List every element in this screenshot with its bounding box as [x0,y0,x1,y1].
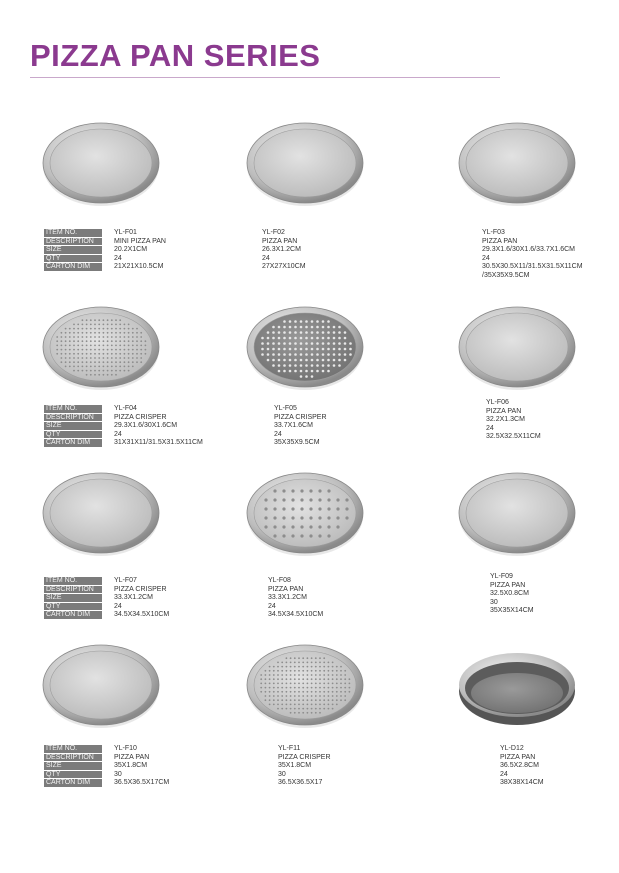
pizza-pan-image [36,302,166,392]
spec-size: 36.5X2.8CM [500,762,539,770]
spec-carton-dim: 36.5X36.5X17 [278,779,323,787]
spec-carton-dim: 31X31X11/31.5X31.5X11CM [114,439,203,447]
spec-description: PIZZA CRISPER [114,585,167,593]
spec-description: PIZZA CRISPER [278,753,331,761]
spec-carton-dim: 34.5X34.5X10CM [268,611,324,619]
spec-label: DESCRIPTION [44,754,102,763]
spec-carton-dim: 38X38X14CM [500,779,544,787]
spec-label: ITEM NO. [44,229,102,238]
spec-description: MINI PIZZA PAN [114,237,166,245]
spec-size: 33.7X1.6CM [274,422,313,430]
spec-label: ITEM NO. [44,405,102,414]
spec-description: PIZZA PAN [482,237,518,245]
spec-values [500,745,544,788]
spec-carton-dim: 35X35X9.5CM [274,439,320,447]
spec-qty: 30 [114,770,122,778]
spec-description: PIZZA PAN [490,581,526,589]
spec-values [262,229,306,272]
spec-carton-dim: 21X21X10.5CM [114,263,164,271]
spec-item-no: YL-D12 [500,745,524,752]
pizza-pan-image [452,640,582,730]
spec-values [278,745,331,788]
spec-qty: 24 [274,430,282,438]
spec-label: QTY [44,771,102,780]
spec-qty: 24 [114,602,122,610]
spec-size: 26.3X1.2CM [262,246,301,254]
spec-size: 20.2X1CM [114,246,148,254]
spec-label: ITEM NO. [44,745,102,754]
spec-description: PIZZA PAN [486,407,522,415]
pizza-pan-image [36,640,166,730]
pizza-pan-image [240,302,370,392]
spec-description: PIZZA PAN [268,585,304,593]
spec-carton-dim: 27X27X10CM [262,263,306,271]
title-divider [30,77,500,78]
spec-qty: 24 [268,602,276,610]
spec-labels [44,745,102,788]
spec-item-no: YL-F08 [268,577,291,584]
spec-item-no: YL-F05 [274,405,297,412]
spec-label: DESCRIPTION [44,414,102,423]
spec-description: PIZZA CRISPER [274,413,327,421]
spec-carton-dim: 34.5X34.5X10CM [114,611,170,619]
spec-label: CARTON DIM [44,779,102,788]
spec-table [262,229,462,289]
pizza-pan-image [240,118,370,208]
spec-label: QTY [44,255,102,264]
spec-carton-dim: 32.5X32.5X11CM [486,433,541,441]
spec-carton-dim: 35X35X14CM [490,607,534,615]
spec-labels [44,229,102,272]
spec-item-no: YL-F07 [114,577,137,584]
spec-qty: 24 [500,770,508,778]
spec-values [268,577,323,620]
spec-description: PIZZA CRISPER [114,413,167,421]
spec-values [114,745,169,788]
spec-size: 29.3X1.6/30X1.6/33.7X1.6CM [482,246,576,254]
spec-carton-dim: 36.5X36.5X17CM [114,779,170,787]
spec-size: 32.2X1.3CM [486,416,525,424]
spec-qty: 30 [278,770,286,778]
spec-values [274,405,327,448]
spec-labels [44,405,102,448]
spec-qty: 24 [486,424,494,432]
page-title: PIZZA PAN SERIES [30,38,321,73]
spec-table [268,577,468,637]
spec-label: ITEM NO. [44,577,102,586]
spec-labels [44,577,102,620]
pizza-pan-image [452,118,582,208]
spec-item-no: YL-F04 [114,405,137,412]
pizza-pan-image [240,640,370,730]
spec-qty: 30 [490,598,498,606]
spec-item-no: YL-F11 [278,745,301,752]
spec-item-no: YL-F03 [482,229,505,236]
spec-label: DESCRIPTION [44,586,102,595]
spec-label: SIZE [44,594,102,603]
spec-qty: 24 [114,254,122,262]
pizza-pan-image [452,302,582,392]
spec-qty: 24 [262,254,270,262]
spec-values [114,405,203,448]
spec-carton-dim-2: /35X35X9.5CM [482,271,530,279]
spec-label: QTY [44,603,102,612]
spec-item-no: YL-F09 [490,573,513,580]
spec-description: PIZZA PAN [500,753,536,761]
spec-size: 29.3X1.6/30X1.6CM [114,422,178,430]
spec-values [490,573,534,616]
spec-item-no: YL-F01 [114,229,137,236]
spec-label: SIZE [44,422,102,431]
spec-table [44,405,244,465]
spec-values [482,229,583,281]
spec-size: 33.3X1.2CM [114,594,153,602]
spec-description: PIZZA PAN [262,237,298,245]
pizza-pan-image [36,468,166,558]
spec-table [500,745,619,805]
spec-size: 35X1.8CM [278,762,312,770]
spec-table [486,399,619,459]
spec-table [44,229,244,289]
spec-label: SIZE [44,762,102,771]
spec-label: QTY [44,431,102,440]
spec-label: CARTON DIM [44,611,102,620]
pizza-pan-image [240,468,370,558]
spec-label: CARTON DIM [44,439,102,448]
spec-qty: 24 [482,254,490,262]
spec-label: SIZE [44,246,102,255]
spec-size: 33.3X1.2CM [268,594,307,602]
spec-values [114,577,169,620]
pizza-pan-image [36,118,166,208]
spec-table [278,745,478,805]
spec-description: PIZZA PAN [114,753,150,761]
spec-carton-dim: 30.5X30.5X11/31.5X31.5X11CM [482,263,583,271]
spec-table [44,745,244,805]
spec-item-no: YL-F06 [486,399,509,406]
spec-table [274,405,474,465]
pizza-pan-image [452,468,582,558]
spec-size: 35X1.8CM [114,762,148,770]
spec-table [44,577,244,637]
spec-table [490,573,619,633]
spec-values [114,229,166,272]
spec-item-no: YL-F02 [262,229,285,236]
spec-table [482,229,619,289]
spec-values [486,399,541,442]
spec-item-no: YL-F10 [114,745,137,752]
spec-size: 32.5X0.8CM [490,590,529,598]
spec-label: CARTON DIM [44,263,102,272]
spec-label: DESCRIPTION [44,238,102,247]
spec-qty: 24 [114,430,122,438]
